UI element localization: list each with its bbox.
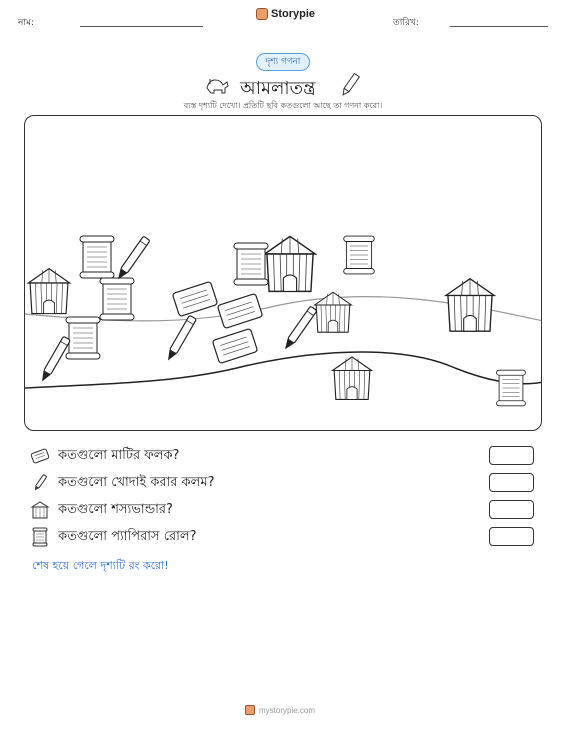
storypie-logo-icon: [256, 8, 268, 20]
granary: [446, 279, 494, 332]
brand: [256, 8, 315, 20]
answer-box-granaries[interactable]: [489, 500, 534, 519]
granary: [315, 292, 352, 332]
name-label: নাম:: [18, 18, 35, 28]
question-text: কতগুলো শস্যভান্ডার?: [58, 501, 173, 517]
question-granaries: [30, 499, 173, 521]
papyrus-scroll: [234, 243, 268, 285]
footer: [245, 705, 315, 715]
footer-site: mystorypie.com: [259, 705, 316, 715]
question-text: কতগুলো প্যাপিরাস রোল?: [58, 528, 197, 544]
granary-icon: [30, 500, 50, 520]
stylus: [39, 336, 71, 383]
date-label: তারিখ:: [393, 18, 419, 28]
near-ground-line: [25, 352, 542, 388]
stylus: [115, 236, 150, 282]
papyrus-scroll-icon: [30, 527, 50, 547]
question-styluses: [30, 472, 214, 494]
name-field[interactable]: [80, 26, 203, 27]
papyrus-scroll: [497, 370, 526, 406]
papyrus-scroll: [344, 236, 375, 274]
answer-box-clay-tablets[interactable]: [489, 446, 534, 465]
papyrus-scroll: [66, 317, 100, 359]
date-field[interactable]: [450, 26, 548, 27]
papyrus-scroll: [100, 278, 134, 320]
question-text: কতগুলো মাটির ফলক?: [58, 447, 180, 463]
clay-tablet: [217, 293, 262, 328]
papyrus-scroll: [80, 236, 114, 278]
title-row: [0, 72, 566, 98]
animal-icon: [204, 74, 230, 96]
instructions: ব্যস্ত দৃশ্যটি দেখো। প্রতিটি ছবি কতগুলো আছে তা গণনা করো।: [183, 101, 383, 110]
answer-box-styluses[interactable]: [489, 473, 534, 492]
counting-scene: [24, 115, 542, 431]
granary: [332, 357, 371, 400]
scene-count-badge: দৃশ্য গণনা: [256, 53, 310, 71]
answer-box-scrolls[interactable]: [489, 527, 534, 546]
closing-note: শেষ হয়ে গেলে দৃশ্যটি রং করো!: [32, 559, 169, 572]
granary: [28, 269, 69, 314]
clay-tablet-icon: [30, 446, 50, 466]
quill-pen-icon: [30, 473, 50, 493]
stylus: [165, 315, 197, 362]
question-scrolls: [30, 526, 197, 548]
question-text: কতগুলো খোদাই করার কলম?: [58, 474, 215, 490]
clay-tablet: [212, 328, 257, 363]
brand-name: Storypie: [271, 8, 316, 20]
scene-illustration: [25, 116, 542, 431]
stylus: [282, 306, 317, 352]
granary: [265, 236, 316, 291]
page-title: আমলাতন্ত্র: [240, 78, 316, 99]
question-clay-tablets: [30, 445, 179, 467]
storypie-footer-logo-icon: [245, 705, 255, 715]
clay-tablet: [172, 281, 217, 316]
pencil-icon: [340, 73, 360, 97]
